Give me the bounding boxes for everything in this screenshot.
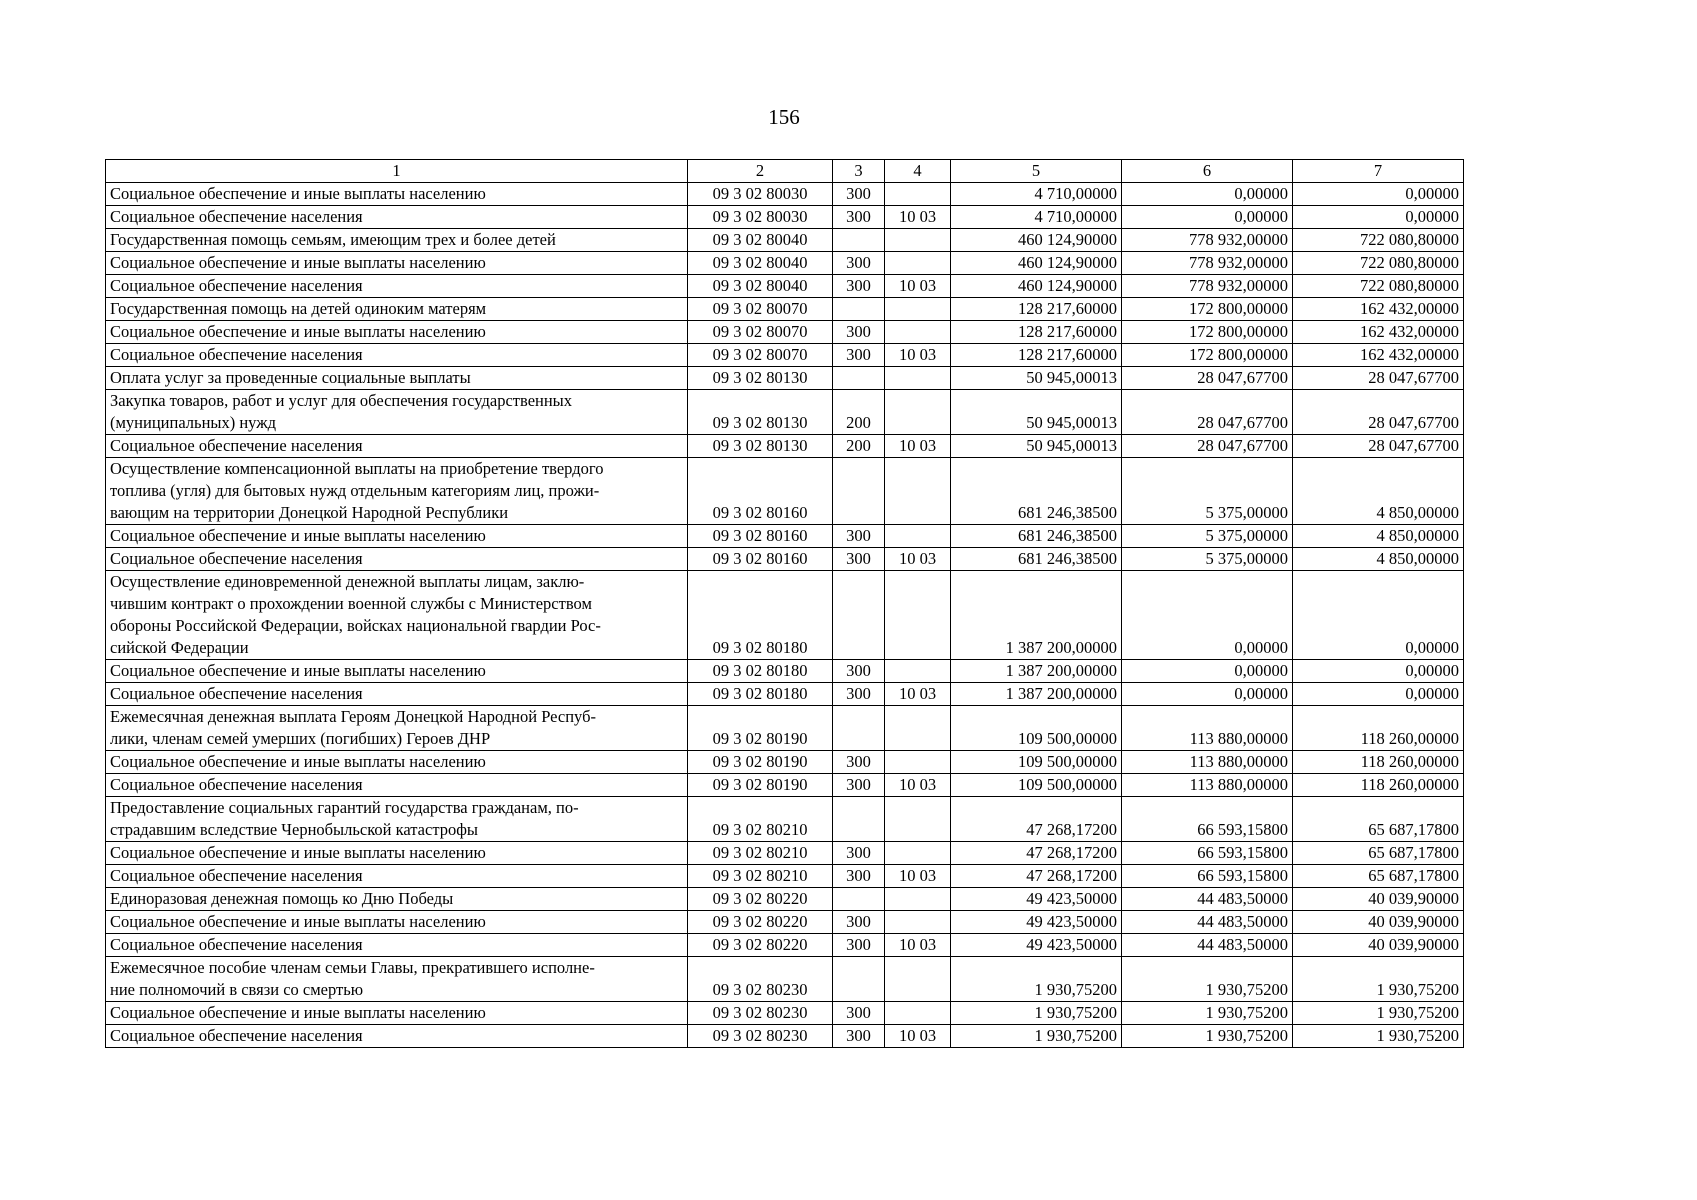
- amount-col5-cell: 128 217,60000: [951, 344, 1122, 367]
- amount-col6-cell: 1 930,75200: [1122, 957, 1293, 1002]
- amount-col6-cell: 1 930,75200: [1122, 1025, 1293, 1048]
- item-name-cell: [106, 390, 688, 435]
- item-name-line: страдавшим вследствие Чернобыльской катастрофы: [110, 820, 479, 839]
- target-code-cell: 09 3 02 80130: [688, 367, 833, 390]
- target-code-cell: 09 3 02 80160: [688, 548, 833, 571]
- target-code-cell: 09 3 02 80180: [688, 683, 833, 706]
- item-name-line: Социальное обеспечение и иные выплаты населению: [110, 661, 486, 680]
- amount-col6-cell: 172 800,00000: [1122, 344, 1293, 367]
- amount-col5-cell: 50 945,00013: [951, 390, 1122, 435]
- amount-col5-cell: 1 930,75200: [951, 1002, 1122, 1025]
- item-name-line: Социальное обеспечение населения: [110, 775, 363, 794]
- amount-col7-cell: 1 930,75200: [1293, 957, 1464, 1002]
- amount-col6-cell: 66 593,15800: [1122, 842, 1293, 865]
- section-cell: [885, 911, 951, 934]
- table-row: [106, 683, 1464, 706]
- section-cell: [885, 797, 951, 842]
- expense-type-cell: [833, 888, 885, 911]
- section-cell: [885, 1002, 951, 1025]
- amount-col6-cell: 778 932,00000: [1122, 275, 1293, 298]
- target-code-cell: 09 3 02 80220: [688, 934, 833, 957]
- expense-type-cell: [833, 797, 885, 842]
- amount-col6-cell: 5 375,00000: [1122, 525, 1293, 548]
- item-name-cell: [106, 206, 688, 229]
- item-name-cell: [106, 957, 688, 1002]
- amount-col7-cell: 1 930,75200: [1293, 1002, 1464, 1025]
- amount-col5-cell: 49 423,50000: [951, 888, 1122, 911]
- amount-col5-cell: 4 710,00000: [951, 206, 1122, 229]
- item-name-cell: [106, 275, 688, 298]
- section-cell: 10 03: [885, 683, 951, 706]
- table-row: [106, 435, 1464, 458]
- expense-type-cell: 200: [833, 390, 885, 435]
- amount-col7-cell: 28 047,67700: [1293, 390, 1464, 435]
- amount-col6-cell: 113 880,00000: [1122, 751, 1293, 774]
- expense-type-cell: 300: [833, 525, 885, 548]
- item-name-line: Социальное обеспечение и иные выплаты населению: [110, 752, 486, 771]
- amount-col6-cell: 0,00000: [1122, 571, 1293, 660]
- expense-type-cell: [833, 957, 885, 1002]
- item-name-line: Социальное обеспечение населения: [110, 345, 363, 364]
- section-cell: [885, 298, 951, 321]
- amount-col5-cell: 1 387 200,00000: [951, 683, 1122, 706]
- table-row: [106, 911, 1464, 934]
- amount-col7-cell: 0,00000: [1293, 183, 1464, 206]
- target-code-cell: 09 3 02 80070: [688, 321, 833, 344]
- section-cell: [885, 229, 951, 252]
- amount-col6-cell: 5 375,00000: [1122, 548, 1293, 571]
- target-code-cell: 09 3 02 80070: [688, 344, 833, 367]
- amount-col7-cell: 162 432,00000: [1293, 344, 1464, 367]
- section-cell: [885, 842, 951, 865]
- amount-col6-cell: 0,00000: [1122, 183, 1293, 206]
- amount-col6-cell: 0,00000: [1122, 660, 1293, 683]
- amount-col7-cell: 722 080,80000: [1293, 229, 1464, 252]
- expense-type-cell: 300: [833, 344, 885, 367]
- table-row: [106, 275, 1464, 298]
- amount-col7-cell: 4 850,00000: [1293, 525, 1464, 548]
- amount-col5-cell: 47 268,17200: [951, 797, 1122, 842]
- section-cell: 10 03: [885, 275, 951, 298]
- item-name-cell: [106, 1002, 688, 1025]
- amount-col7-cell: 118 260,00000: [1293, 706, 1464, 751]
- item-name-cell: [106, 683, 688, 706]
- target-code-cell: 09 3 02 80030: [688, 183, 833, 206]
- item-name-cell: [106, 865, 688, 888]
- item-name-cell: [106, 183, 688, 206]
- header-cell: 6: [1122, 160, 1293, 183]
- table-row: [106, 706, 1464, 751]
- item-name-cell: [106, 344, 688, 367]
- item-name-cell: [106, 1025, 688, 1048]
- amount-col7-cell: 40 039,90000: [1293, 911, 1464, 934]
- table-row: [106, 774, 1464, 797]
- header-cell: 3: [833, 160, 885, 183]
- expense-type-cell: 300: [833, 865, 885, 888]
- target-code-cell: 09 3 02 80180: [688, 571, 833, 660]
- amount-col6-cell: 1 930,75200: [1122, 1002, 1293, 1025]
- amount-col6-cell: 172 800,00000: [1122, 298, 1293, 321]
- target-code-cell: 09 3 02 80040: [688, 229, 833, 252]
- target-code-cell: 09 3 02 80210: [688, 842, 833, 865]
- target-code-cell: 09 3 02 80040: [688, 252, 833, 275]
- item-name-line: Закупка товаров, работ и услуг для обеспечения государственных: [110, 391, 573, 410]
- item-name-line: Социальное обеспечение и иные выплаты населению: [110, 322, 486, 341]
- target-code-cell: 09 3 02 80210: [688, 797, 833, 842]
- item-name-cell: [106, 660, 688, 683]
- amount-col7-cell: 1 930,75200: [1293, 1025, 1464, 1048]
- target-code-cell: 09 3 02 80030: [688, 206, 833, 229]
- target-code-cell: 09 3 02 80210: [688, 865, 833, 888]
- table-row: [106, 206, 1464, 229]
- expense-type-cell: [833, 298, 885, 321]
- item-name-line: (муниципальных) нужд: [110, 413, 277, 432]
- section-cell: 10 03: [885, 206, 951, 229]
- expense-type-cell: 300: [833, 774, 885, 797]
- amount-col5-cell: 128 217,60000: [951, 321, 1122, 344]
- section-cell: [885, 525, 951, 548]
- amount-col6-cell: 66 593,15800: [1122, 797, 1293, 842]
- section-cell: 10 03: [885, 934, 951, 957]
- item-name-cell: [106, 458, 688, 525]
- amount-col6-cell: 113 880,00000: [1122, 706, 1293, 751]
- amount-col6-cell: 44 483,50000: [1122, 911, 1293, 934]
- expense-type-cell: 300: [833, 275, 885, 298]
- header-cell: 4: [885, 160, 951, 183]
- amount-col6-cell: 0,00000: [1122, 206, 1293, 229]
- item-name-line: сийской Федерации: [110, 638, 249, 657]
- amount-col5-cell: 460 124,90000: [951, 229, 1122, 252]
- section-cell: [885, 183, 951, 206]
- target-code-cell: 09 3 02 80220: [688, 911, 833, 934]
- expense-type-cell: 300: [833, 1002, 885, 1025]
- item-name-cell: [106, 842, 688, 865]
- amount-col7-cell: 4 850,00000: [1293, 458, 1464, 525]
- item-name-line: Социальное обеспечение населения: [110, 207, 363, 226]
- section-cell: [885, 888, 951, 911]
- header-cell: 1: [106, 160, 688, 183]
- budget-table: [105, 159, 1464, 1048]
- target-code-cell: 09 3 02 80190: [688, 774, 833, 797]
- item-name-cell: [106, 911, 688, 934]
- header-cell: 5: [951, 160, 1122, 183]
- table-row: [106, 865, 1464, 888]
- section-cell: 10 03: [885, 865, 951, 888]
- target-code-cell: 09 3 02 80190: [688, 751, 833, 774]
- target-code-cell: 09 3 02 80130: [688, 390, 833, 435]
- section-cell: [885, 751, 951, 774]
- item-name-line: Осуществление единовременной денежной выплаты лицам, заклю-: [110, 572, 585, 591]
- table-row: [106, 321, 1464, 344]
- amount-col6-cell: 778 932,00000: [1122, 252, 1293, 275]
- section-cell: [885, 390, 951, 435]
- target-code-cell: 09 3 02 80190: [688, 706, 833, 751]
- expense-type-cell: 300: [833, 183, 885, 206]
- target-code-cell: 09 3 02 80130: [688, 435, 833, 458]
- table-row: [106, 934, 1464, 957]
- amount-col5-cell: 50 945,00013: [951, 435, 1122, 458]
- amount-col6-cell: 28 047,67700: [1122, 367, 1293, 390]
- item-name-line: Государственная помощь на детей одиноким матерям: [110, 299, 487, 318]
- amount-col7-cell: 162 432,00000: [1293, 321, 1464, 344]
- target-code-cell: 09 3 02 80070: [688, 298, 833, 321]
- target-code-cell: 09 3 02 80220: [688, 888, 833, 911]
- item-name-cell: [106, 548, 688, 571]
- item-name-cell: [106, 888, 688, 911]
- item-name-line: Социальное обеспечение населения: [110, 935, 363, 954]
- amount-col7-cell: 162 432,00000: [1293, 298, 1464, 321]
- amount-col5-cell: 47 268,17200: [951, 842, 1122, 865]
- table-row: [106, 344, 1464, 367]
- expense-type-cell: 200: [833, 435, 885, 458]
- expense-type-cell: [833, 229, 885, 252]
- item-name-cell: [106, 321, 688, 344]
- expense-type-cell: [833, 367, 885, 390]
- item-name-line: Оплата услуг за проведенные социальные выплаты: [110, 368, 471, 387]
- table-row: [106, 458, 1464, 525]
- expense-type-cell: [833, 706, 885, 751]
- section-cell: [885, 321, 951, 344]
- item-name-cell: [106, 229, 688, 252]
- amount-col6-cell: 44 483,50000: [1122, 934, 1293, 957]
- table-row: [106, 957, 1464, 1002]
- item-name-line: Социальное обеспечение населения: [110, 436, 363, 455]
- item-name-line: Единоразовая денежная помощь ко Дню Победы: [110, 889, 454, 908]
- expense-type-cell: 300: [833, 660, 885, 683]
- amount-col6-cell: 778 932,00000: [1122, 229, 1293, 252]
- amount-col7-cell: 722 080,80000: [1293, 275, 1464, 298]
- item-name-line: лики, членам семей умерших (погибших) Героев ДНР: [110, 729, 491, 748]
- amount-col7-cell: 40 039,90000: [1293, 888, 1464, 911]
- item-name-cell: [106, 367, 688, 390]
- item-name-line: Социальное обеспечение и иные выплаты населению: [110, 184, 486, 203]
- item-name-line: вающим на территории Донецкой Народной Республики: [110, 503, 509, 522]
- item-name-cell: [106, 934, 688, 957]
- section-cell: 10 03: [885, 344, 951, 367]
- table-row: [106, 888, 1464, 911]
- amount-col7-cell: 0,00000: [1293, 683, 1464, 706]
- table-row: [106, 571, 1464, 660]
- amount-col5-cell: 109 500,00000: [951, 706, 1122, 751]
- amount-col5-cell: 460 124,90000: [951, 275, 1122, 298]
- target-code-cell: 09 3 02 80040: [688, 275, 833, 298]
- expense-type-cell: 300: [833, 1025, 885, 1048]
- amount-col5-cell: 1 387 200,00000: [951, 660, 1122, 683]
- expense-type-cell: 300: [833, 842, 885, 865]
- amount-col5-cell: 128 217,60000: [951, 298, 1122, 321]
- header-cell: 7: [1293, 160, 1464, 183]
- amount-col5-cell: 50 945,00013: [951, 367, 1122, 390]
- item-name-line: Ежемесячная денежная выплата Героям Донецкой Народной Респуб-: [110, 707, 596, 726]
- amount-col6-cell: 44 483,50000: [1122, 888, 1293, 911]
- target-code-cell: 09 3 02 80230: [688, 957, 833, 1002]
- item-name-cell: [106, 435, 688, 458]
- amount-col7-cell: 118 260,00000: [1293, 774, 1464, 797]
- amount-col7-cell: 4 850,00000: [1293, 548, 1464, 571]
- item-name-line: Социальное обеспечение и иные выплаты населению: [110, 912, 486, 931]
- section-cell: 10 03: [885, 548, 951, 571]
- table-row: [106, 1002, 1464, 1025]
- item-name-line: обороны Российской Федерации, войсках национальной гвардии Рос-: [110, 616, 601, 635]
- amount-col7-cell: 65 687,17800: [1293, 797, 1464, 842]
- table-row: [106, 390, 1464, 435]
- item-name-line: Социальное обеспечение населения: [110, 866, 363, 885]
- expense-type-cell: 300: [833, 206, 885, 229]
- amount-col5-cell: 1 930,75200: [951, 957, 1122, 1002]
- table-row: [106, 751, 1464, 774]
- page-number: 156: [768, 105, 800, 129]
- item-name-line: Социальное обеспечение населения: [110, 276, 363, 295]
- amount-col6-cell: 66 593,15800: [1122, 865, 1293, 888]
- section-cell: [885, 252, 951, 275]
- item-name-cell: [106, 706, 688, 751]
- item-name-line: Социальное обеспечение и иные выплаты населению: [110, 1003, 486, 1022]
- amount-col6-cell: 5 375,00000: [1122, 458, 1293, 525]
- target-code-cell: 09 3 02 80160: [688, 458, 833, 525]
- section-cell: 10 03: [885, 435, 951, 458]
- expense-type-cell: 300: [833, 548, 885, 571]
- expense-type-cell: 300: [833, 321, 885, 344]
- item-name-cell: [106, 774, 688, 797]
- item-name-line: Социальное обеспечение и иные выплаты населению: [110, 843, 486, 862]
- amount-col7-cell: 28 047,67700: [1293, 367, 1464, 390]
- table-row: [106, 525, 1464, 548]
- item-name-cell: [106, 252, 688, 275]
- header-cell: 2: [688, 160, 833, 183]
- table-row: [106, 298, 1464, 321]
- section-cell: [885, 957, 951, 1002]
- amount-col5-cell: 681 246,38500: [951, 458, 1122, 525]
- table-row: [106, 548, 1464, 571]
- item-name-line: Ежемесячное пособие членам семьи Главы, прекратившего исполне-: [110, 958, 595, 977]
- target-code-cell: 09 3 02 80230: [688, 1025, 833, 1048]
- amount-col7-cell: 65 687,17800: [1293, 865, 1464, 888]
- table-row: [106, 229, 1464, 252]
- amount-col7-cell: 0,00000: [1293, 206, 1464, 229]
- amount-col7-cell: 118 260,00000: [1293, 751, 1464, 774]
- amount-col5-cell: 49 423,50000: [951, 911, 1122, 934]
- expense-type-cell: 300: [833, 252, 885, 275]
- amount-col7-cell: 65 687,17800: [1293, 842, 1464, 865]
- expense-type-cell: 300: [833, 911, 885, 934]
- section-cell: [885, 660, 951, 683]
- section-cell: [885, 458, 951, 525]
- table-body: [106, 160, 1464, 1048]
- amount-col5-cell: 109 500,00000: [951, 774, 1122, 797]
- expense-type-cell: 300: [833, 683, 885, 706]
- item-name-line: Социальное обеспечение населения: [110, 1026, 363, 1045]
- table-row: [106, 660, 1464, 683]
- amount-col7-cell: 0,00000: [1293, 660, 1464, 683]
- item-name-cell: [106, 751, 688, 774]
- section-cell: 10 03: [885, 1025, 951, 1048]
- amount-col5-cell: 4 710,00000: [951, 183, 1122, 206]
- item-name-line: Социальное обеспечение и иные выплаты населению: [110, 526, 486, 545]
- expense-type-cell: 300: [833, 751, 885, 774]
- expense-type-cell: [833, 458, 885, 525]
- target-code-cell: 09 3 02 80230: [688, 1002, 833, 1025]
- amount-col6-cell: 113 880,00000: [1122, 774, 1293, 797]
- section-cell: [885, 706, 951, 751]
- amount-col5-cell: 1 930,75200: [951, 1025, 1122, 1048]
- item-name-cell: [106, 525, 688, 548]
- amount-col7-cell: 0,00000: [1293, 571, 1464, 660]
- amount-col5-cell: 49 423,50000: [951, 934, 1122, 957]
- amount-col6-cell: 0,00000: [1122, 683, 1293, 706]
- table-row: [106, 183, 1464, 206]
- item-name-line: Предоставление социальных гарантий государства гражданам, по-: [110, 798, 579, 817]
- table-row: [106, 367, 1464, 390]
- item-name-line: Государственная помощь семьям, имеющим трех и более детей: [110, 230, 556, 249]
- item-name-cell: [106, 797, 688, 842]
- table-row: [106, 252, 1464, 275]
- amount-col6-cell: 28 047,67700: [1122, 435, 1293, 458]
- item-name-line: чившим контракт о прохождении военной службы с Министерством: [110, 594, 592, 613]
- amount-col5-cell: 681 246,38500: [951, 525, 1122, 548]
- amount-col5-cell: 47 268,17200: [951, 865, 1122, 888]
- amount-col5-cell: 681 246,38500: [951, 548, 1122, 571]
- target-code-cell: 09 3 02 80160: [688, 525, 833, 548]
- section-cell: 10 03: [885, 774, 951, 797]
- amount-col6-cell: 28 047,67700: [1122, 390, 1293, 435]
- amount-col5-cell: 460 124,90000: [951, 252, 1122, 275]
- amount-col7-cell: 40 039,90000: [1293, 934, 1464, 957]
- item-name-line: Социальное обеспечение населения: [110, 684, 363, 703]
- item-name-line: ние полномочий в связи со смертью: [110, 980, 364, 999]
- amount-col7-cell: 28 047,67700: [1293, 435, 1464, 458]
- header-row: [106, 160, 1464, 183]
- table-row: [106, 797, 1464, 842]
- expense-type-cell: 300: [833, 934, 885, 957]
- target-code-cell: 09 3 02 80180: [688, 660, 833, 683]
- section-cell: [885, 571, 951, 660]
- expense-type-cell: [833, 571, 885, 660]
- amount-col5-cell: 1 387 200,00000: [951, 571, 1122, 660]
- item-name-line: Осуществление компенсационной выплаты на приобретение твердого: [110, 459, 604, 478]
- item-name-cell: [106, 298, 688, 321]
- amount-col6-cell: 172 800,00000: [1122, 321, 1293, 344]
- amount-col7-cell: 722 080,80000: [1293, 252, 1464, 275]
- item-name-line: Социальное обеспечение населения: [110, 549, 363, 568]
- item-name-line: Социальное обеспечение и иные выплаты населению: [110, 253, 486, 272]
- item-name-line: топлива (угля) для бытовых нужд отдельным категориям лиц, прожи-: [110, 481, 600, 500]
- section-cell: [885, 367, 951, 390]
- amount-col5-cell: 109 500,00000: [951, 751, 1122, 774]
- table-row: [106, 1025, 1464, 1048]
- table-row: [106, 842, 1464, 865]
- item-name-cell: [106, 571, 688, 660]
